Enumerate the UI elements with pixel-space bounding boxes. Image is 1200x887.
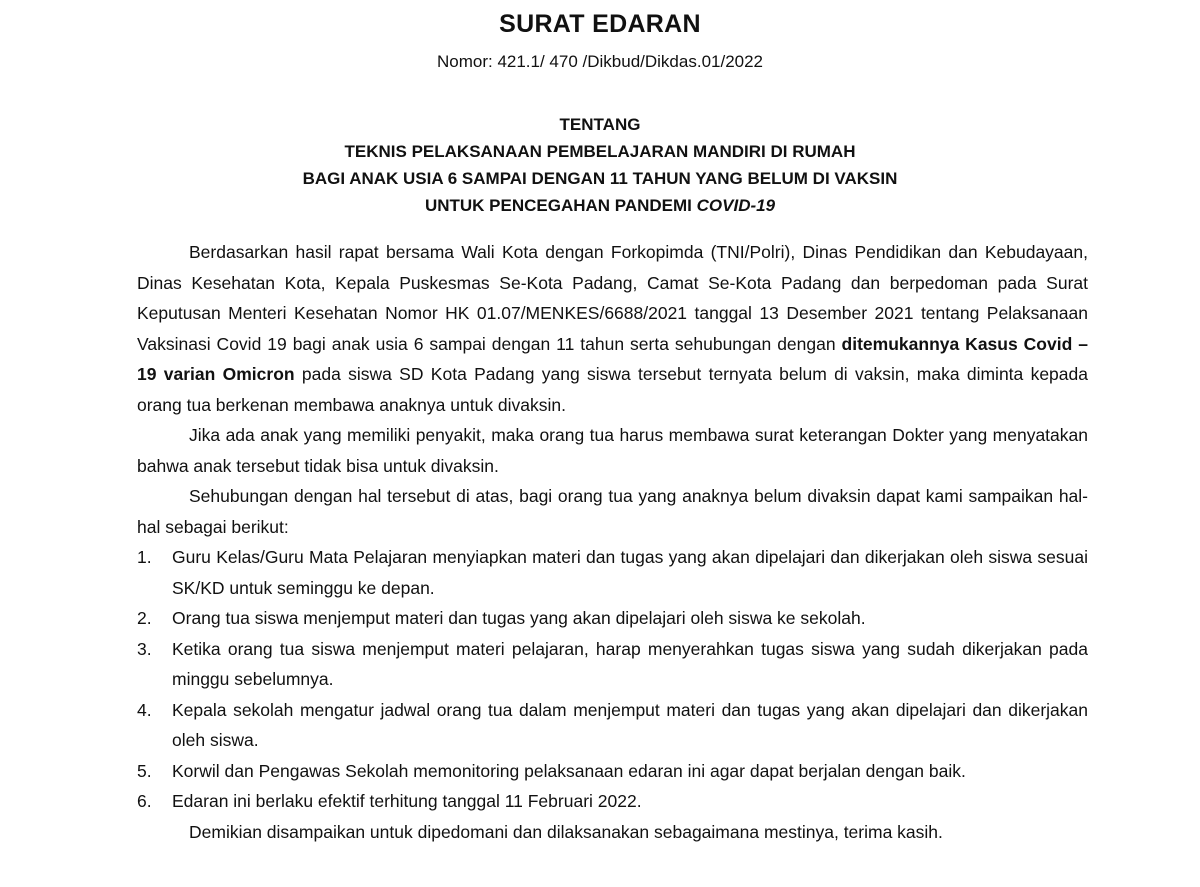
paragraph-1-start: Berdasarkan hasil rapat bersama Wali Kota dengan Forkopimda (TNI/Polri), Dinas Pendidikan dan Kebudayaan, Dinas Kesehatan Kota, Kepala Puskesmas Se-Kota Padang, Camat Se-Kota Padang dan berpedoman pada Surat Keputusan Menteri Kesehatan Nomor HK 01.07/MENKES/6688/2021 tanggal 13 Desember 2021 tentang Pelaksanaan Vaksinasi Covid 19 bagi anak usia 6 sampai dengan 11 tahun serta sehubungan dengan <box>137 242 1088 354</box>
paragraph-1 <box>137 237 1088 420</box>
subject-line-4-covid: COVID-19 <box>696 196 776 215</box>
list-item-number: 4. <box>137 699 152 720</box>
list-item <box>137 695 1088 756</box>
subject-line-4-prefix: UNTUK PENCEGAHAN PANDEMI <box>424 196 697 215</box>
list-item-text: Ketika orang tua siswa menjemput materi pelajaran, harap menyerahkan tugas siswa yang sudah dikerjakan pada minggu sebelumnya. <box>172 638 1088 689</box>
subject-line-3: BAGI ANAK USIA 6 SAMPAI DENGAN 11 TAHUN YANG BELUM DI VAKSIN <box>302 169 898 188</box>
list-item <box>137 756 1088 787</box>
list-item <box>137 786 1088 817</box>
paragraph-1-end: pada siswa SD Kota Padang yang siswa tersebut ternyata belum di vaksin, maka diminta kepada orang tua berkenan membawa anaknya untuk divaksin. <box>137 364 1088 415</box>
list-item-text: Orang tua siswa menjemput materi dan tugas yang akan dipelajari oleh siswa ke sekolah. <box>172 608 866 628</box>
list-item <box>137 542 1088 603</box>
paragraph-3: Sehubungan dengan hal tersebut di atas, bagi orang tua yang anaknya belum divaksin dapat kami sampaikan hal-hal sebagai berikut: <box>137 486 1088 537</box>
list-item-number: 2. <box>137 608 152 628</box>
list-item-number: 6. <box>137 791 152 811</box>
subject-line-4 <box>0 192 1200 219</box>
closing-paragraph: Demikian disampaikan untuk dipedomani dan dilaksanakan sebagaimana mestinya, terima kasih. <box>189 821 943 842</box>
subject-line-1: TENTANG <box>559 115 641 134</box>
document-body <box>137 237 1088 847</box>
list-item-number: 3. <box>137 638 152 659</box>
list-item-text: Edaran ini berlaku efektif terhitung tanggal 11 Februari 2022. <box>172 791 642 811</box>
list-item-text: Guru Kelas/Guru Mata Pelajaran menyiapkan materi dan tugas yang akan dipelajari dan dikerjakan oleh siswa sesuai SK/KD untuk seminggu ke depan. <box>172 547 1088 598</box>
list-item-text: Korwil dan Pengawas Sekolah memonitoring pelaksanaan edaran ini agar dapat berjalan dengan baik. <box>172 760 966 781</box>
document-number: Nomor: 421.1/ 470 /Dikbud/Dikdas.01/2022 <box>436 52 764 71</box>
subject-line-2: TEKNIS PELAKSANAAN PEMBELAJARAN MANDIRI DI RUMAH <box>344 142 856 161</box>
document-title: SURAT EDARAN <box>499 10 701 38</box>
list-item-text: Kepala sekolah mengatur jadwal orang tua dalam menjemput materi dan tugas yang akan dipelajari dan dikerjakan oleh siswa. <box>172 699 1088 750</box>
paragraph-2: Jika ada anak yang memiliki penyakit, maka orang tua harus membawa surat keterangan Dokter yang menyatakan bahwa anak tersebut tidak bisa untuk divaksin. <box>137 425 1088 476</box>
list-item <box>137 634 1088 695</box>
subject-heading <box>0 111 1200 219</box>
paragraph-1-bold: ditemukannya Kasus Covid – 19 varian Omicron <box>137 333 1088 384</box>
list-item-number: 5. <box>137 760 152 781</box>
list-item-number: 1. <box>137 547 152 567</box>
list-item <box>137 603 1088 634</box>
instruction-list <box>137 542 1088 817</box>
